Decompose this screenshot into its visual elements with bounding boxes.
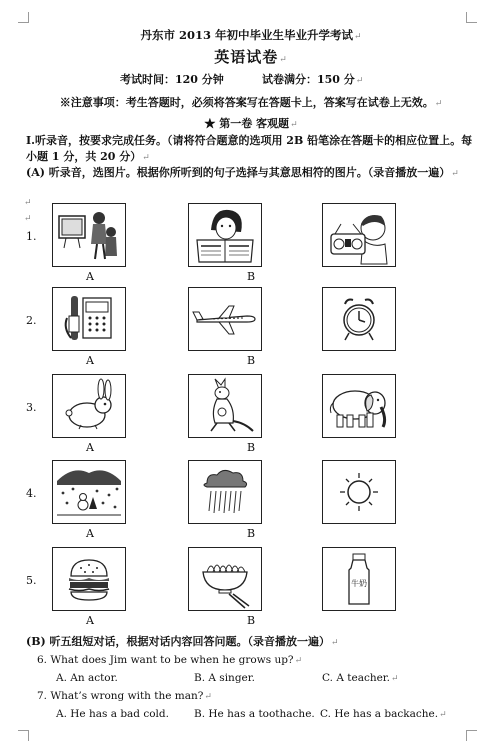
option-label-b: B [246, 354, 256, 367]
radio-boy-icon[interactable] [322, 203, 396, 267]
q7-option-c[interactable]: C. He has a backache.↵ [320, 708, 447, 720]
rabbit-icon[interactable] [52, 374, 126, 438]
part-heading: ★ 第一卷 客观题↵ [204, 117, 298, 130]
question-number: 2. [26, 314, 37, 327]
tv-family-icon[interactable] [52, 203, 126, 267]
newspaper-girl-icon[interactable] [188, 203, 262, 267]
option-label-a: A [86, 441, 94, 454]
question-7: 7. What’s wrong with the man?↵ [37, 690, 212, 702]
alarm-clock-icon[interactable] [322, 287, 396, 351]
option-label-a: A [86, 270, 94, 283]
question-number: 3. [26, 401, 37, 414]
option-label-b: B [246, 441, 256, 454]
elephant-icon[interactable] [322, 374, 396, 438]
noodles-bowl-icon[interactable] [188, 547, 262, 611]
crop-mark-top-left [18, 12, 29, 23]
q6-option-b[interactable]: B. A singer. [194, 672, 255, 684]
question-number: 4. [26, 487, 37, 500]
exam-subtitle: 英语试卷↵ [214, 48, 288, 66]
q7-option-b[interactable]: B. He has a toothache. [194, 708, 315, 720]
option-label-b: B [246, 614, 256, 627]
rain-cloud-icon[interactable] [188, 460, 262, 524]
telephone-icon[interactable] [52, 287, 126, 351]
q6-option-a[interactable]: A. An actor. [56, 672, 118, 684]
snow-scene-icon[interactable] [52, 460, 126, 524]
q7-option-a[interactable]: A. He has a bad cold. [56, 708, 169, 720]
para-mark: ↵ [24, 214, 32, 224]
question-number: 5. [26, 574, 37, 587]
exam-time: 考试时间：120 分钟 [120, 73, 224, 86]
section-a-heading: (A) 听录音，选图片。根据你所听到的句子选择与其意思相符的图片。（录音播放一遍）↵ [26, 166, 459, 179]
question-6: 6. What does Jim want to be when he grows up?↵ [37, 654, 303, 666]
option-label-a: A [86, 354, 94, 367]
exam-title: 丹东市 2013 年初中毕业生毕业升学考试↵ [140, 28, 362, 42]
airplane-icon[interactable] [188, 287, 262, 351]
option-label-a: A [86, 614, 94, 627]
milk-label: 牛奶 [351, 579, 367, 588]
kangaroo-icon[interactable] [188, 374, 262, 438]
milk-bottle-icon[interactable] [322, 547, 396, 611]
sun-icon[interactable] [322, 460, 396, 524]
crop-mark-bottom-left [18, 730, 29, 741]
option-label-b: B [246, 270, 256, 283]
option-label-a: A [86, 527, 94, 540]
part-instruction: Ⅰ.听录音，按要求完成任务。（请将符合题意的选项用 2B 铅笔涂在答题卡的相应位置上。每小题 1 分，共 20 分）↵ [26, 134, 473, 163]
q6-option-c[interactable]: C. A teacher.↵ [322, 672, 399, 684]
crop-mark-top-right [466, 12, 477, 23]
section-b-heading: (B) 听五组短对话，根据对话内容回答问题。（录音播放一遍）↵ [26, 635, 339, 648]
question-number: 1. [26, 230, 37, 243]
exam-notice: ※注意事项：考生答题时，必须将答案写在答题卡上，答案写在试卷上无效。↵ [59, 96, 443, 109]
hamburger-icon[interactable] [52, 547, 126, 611]
para-mark: ↵ [24, 198, 32, 208]
exam-score: 试卷满分：150 分↵ [262, 73, 364, 86]
option-label-b: B [246, 527, 256, 540]
crop-mark-bottom-right [466, 730, 477, 741]
